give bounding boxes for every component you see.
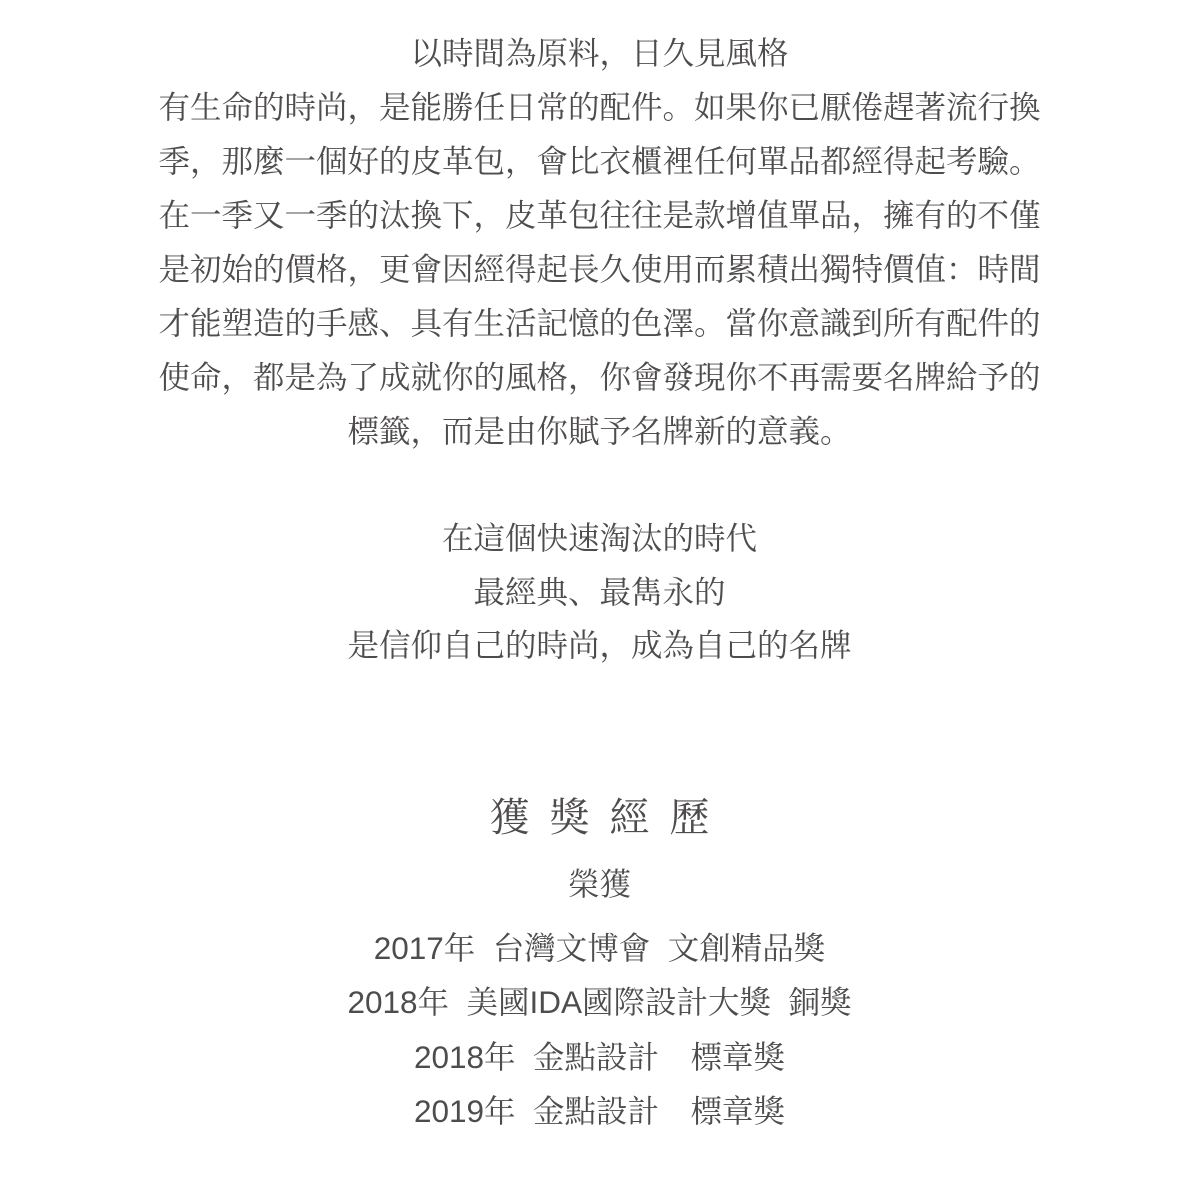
awards-heading: 獲 獎 經 歷 xyxy=(489,795,710,840)
intro-line-7: 標籤，而是由你賦予名牌新的意義。 xyxy=(347,413,852,449)
award-item-2018-ida: 2018年 美國IDA國際設計大獎 銅獎 xyxy=(347,984,852,1020)
awards-subtitle: 榮獲 xyxy=(567,865,631,902)
award-item-2019-golden-pin: 2019年 金點設計 標章獎 xyxy=(413,1093,786,1129)
award-item-2017-culture-expo: 2017年 台灣文博會 文創精品獎 xyxy=(373,929,826,966)
intro-line-4: 是初始的價格，更會因經得起長久使用而累積出獨特價值：時間 xyxy=(158,251,1041,287)
intro-line-6: 使命，都是為了成就你的風格，你會發現你不再需要名牌給予的 xyxy=(158,359,1041,395)
intro-line-5: 才能塑造的手感、具有生活記憶的色澤。當你意識到所有配件的 xyxy=(158,305,1041,341)
manifesto-line-2: 最經典、最雋永的 xyxy=(473,573,726,610)
manifesto-section xyxy=(0,512,1199,673)
manifesto-line-1: 在這個快速淘汰的時代 xyxy=(441,520,757,556)
manifesto-line-3: 是信仰自己的時尚，成為自己的名牌 xyxy=(347,627,852,663)
awards-list xyxy=(0,921,1199,1139)
intro-title: 以時間為原料，日久見風格 xyxy=(410,35,789,71)
intro-section xyxy=(0,0,1199,458)
intro-line-1: 有生命的時尚，是能勝任日常的配件。如果你已厭倦趕著流行換 xyxy=(158,89,1041,125)
award-item-2018-golden-pin: 2018年 金點設計 標章獎 xyxy=(413,1038,786,1075)
intro-line-3: 在一季又一季的汰換下，皮革包往往是款增值單品，擁有的不僅 xyxy=(158,197,1041,233)
awards-section xyxy=(0,795,1199,1139)
intro-line-2: 季，那麼一個好的皮革包，會比衣櫃裡任何單品都經得起考驗。 xyxy=(158,143,1041,179)
